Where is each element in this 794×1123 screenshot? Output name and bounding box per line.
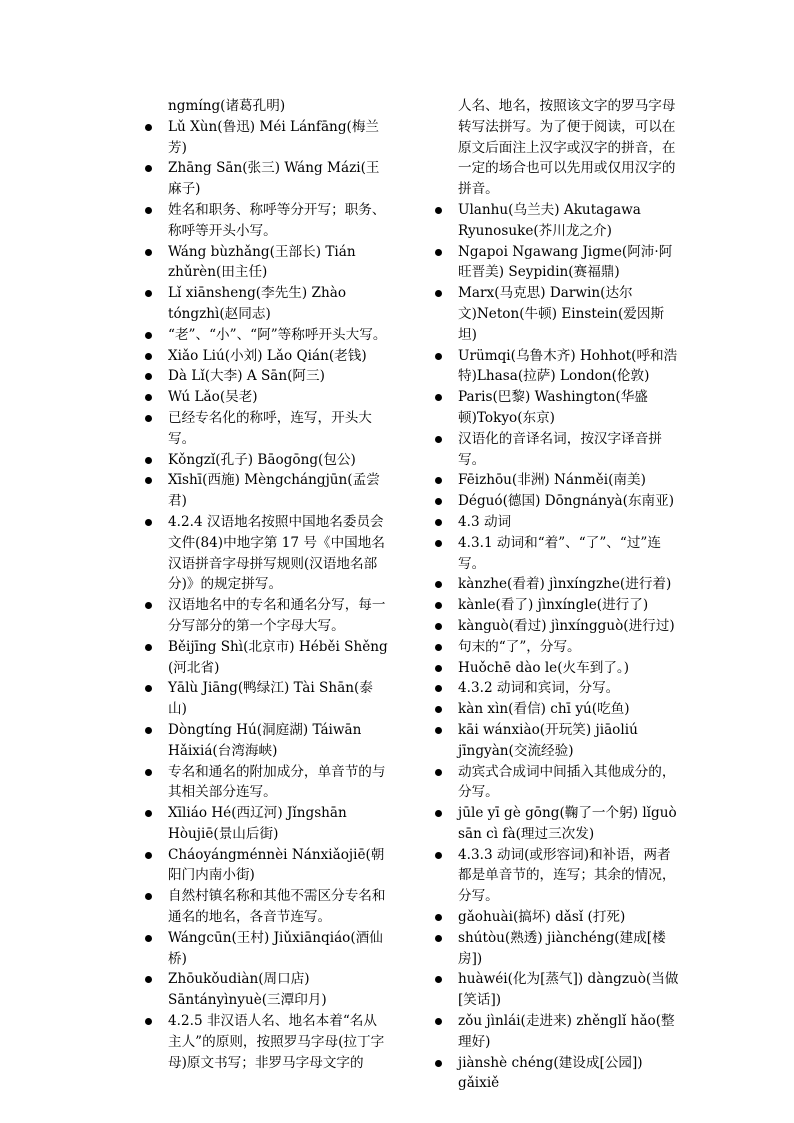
list-item [435,907,680,928]
continued-text [435,96,680,200]
list-item [435,200,680,242]
list-item-text: 4.3 动词 [458,513,512,530]
list-item [145,450,390,471]
list-item [435,658,680,679]
list-item-text: Dà Lǐ(大李) A Sān(阿三) [168,368,325,385]
list-item-text: Kǒngzǐ(孔子) Bāogōng(包公) [168,451,356,468]
bullet-icon [145,207,152,214]
list-item-text: Wú Lǎo(吴老) [168,389,258,406]
list-item [435,699,680,720]
list-item-text: Cháoyángménnèi Nánxiǎojiē(朝阳门内南小街) [168,846,385,884]
list-item [435,491,680,512]
bullet-icon [145,893,152,900]
left-column [145,96,390,1073]
bullet-icon [435,394,442,401]
list-item-text: 4.2.4 汉语地名按照中国地名委员会文件(84)中地字第 17 号《中国地名汉语拼音字母拼写规则(汉语地名部分)》的规定拼写。 [168,513,385,593]
bullet-icon [145,852,152,859]
list-item [145,845,390,887]
bullet-icon [145,373,152,380]
list-item-text: Paris(巴黎) Washington(华盛顿)Tokyo(东京) [458,389,648,426]
bullet-icon [435,623,442,630]
list-item-text: 自然村镇名称和其他不需区分专名和通名的地名，各音节连写。 [168,888,386,926]
list-item [435,595,680,616]
list-item [435,762,680,804]
list-item [145,512,390,595]
list-item [435,928,680,970]
list-item [435,533,680,575]
list-item-text: ngmíng(诸葛孔明) [168,98,286,114]
list-item-text: 4.3.3 动词(或形容词)和补语，两者都是单音节的，连写；其余的情况，分写。 [458,846,676,905]
list-item [145,158,390,200]
list-item-text: kànzhe(看着) jìnxíngzhe(进行着) [458,576,672,593]
bullet-icon [145,353,152,360]
list-item-text: 已经专名化的称呼，连写，开头大写。 [168,409,372,447]
list-item [145,346,390,367]
bullet-icon [145,332,152,339]
list-item [435,470,680,491]
list-item-text: Wáng bùzhǎng(王部长) Tián zhǔrèn(田主任) [168,243,356,281]
list-item [435,803,680,845]
bullet-icon [145,290,152,297]
bullet-icon [435,706,442,713]
list-item [435,1011,680,1053]
list-item-text: Déguó(德国) Dōngnányà(东南亚) [458,493,675,510]
list-item [145,242,390,284]
list-item [145,387,390,408]
list-item-text: kànle(看了) jìnxíngle(进行了) [458,597,649,614]
bullet-icon [145,644,152,651]
list-item [145,720,390,762]
list-item [435,845,680,907]
bullet-icon [435,477,442,484]
list-item [145,366,390,387]
list-item-text: Zhāng Sān(张三) Wáng Mázi(王麻子) [168,160,380,198]
right-column [435,96,680,1094]
list-item [145,969,390,1011]
bullet-icon [145,249,152,256]
bullet-icon [435,914,442,921]
list-item [435,283,680,345]
list-item [435,574,680,595]
bullet-icon [145,810,152,817]
bullet-icon [435,1060,442,1067]
list-item-text: Lǔ Xùn(鲁迅) Méi Lánfāng(梅兰芳) [168,118,380,156]
bullet-icon [435,976,442,983]
list-item [145,283,390,325]
list-item-text: Lǐ xiānsheng(李先生) Zhào tóngzhì(赵同志) [168,285,346,322]
bullet-icon [145,727,152,734]
bullet-icon [145,1018,152,1025]
bullet-icon [435,602,442,609]
bullet-icon [145,124,152,131]
list-item-text: Běijīng Shì(北京市) Héběi Shěng (河北省) [168,638,388,676]
left-list [145,96,390,1073]
list-item [435,346,680,388]
list-item [435,387,680,429]
bullet-icon [435,249,442,256]
list-item-text: Dòngtíng Hú(洞庭湖) Táiwān Hǎixiá(台湾海峡) [168,721,362,759]
bullet-icon [435,852,442,859]
bullet-icon [435,353,442,360]
list-item [145,886,390,928]
list-item [435,720,680,762]
list-item-text: kànguò(看过) jìnxíngguò(进行过) [458,617,675,634]
list-item-text: Wángcūn(王村) Jiǔxiānqiáo(酒仙桥) [168,929,383,967]
bullet-icon [145,976,152,983]
list-item-text: kàn xìn(看信) chī yú(吃鱼) [458,701,630,718]
list-item-text: Ulanhu(乌兰夫) Akutagawa Ryunosuke(芥川龙之介) [458,201,641,239]
list-item-text: jūle yī gè gōng(鞠了一个躬) lǐguò sān cì fà(理过三次发) [458,805,677,842]
bullet-icon [435,644,442,651]
list-item [145,595,390,637]
list-item-text: Xīliáo Hé(西辽河) Jǐngshān Hòujiē(景山后街) [168,805,347,842]
bullet-icon [435,290,442,297]
bullet-icon [435,665,442,672]
bullet-icon [145,519,152,526]
list-item-text: 汉语地名中的专名和通名分写，每一分写部分的第一个字母大写。 [168,597,386,634]
list-item-text: huàwéi(化为[蒸气]) dàngzuò(当做[笑话]) [458,971,679,1009]
bullet-icon [435,207,442,214]
list-item [145,200,390,242]
list-item-text: jiànshè chéng(建设成[公园]) gǎixiě [458,1054,643,1092]
list-item-text: 4.2.5 非汉语人名、地名本着“名从主人”的原则，按照罗马字母(拉丁字母)原文书写；非罗马字母文字的 [168,1013,385,1071]
bullet-icon [435,727,442,734]
bullet-icon [145,477,152,484]
list-item-text: Xīshī(西施) Mèngchángjūn(孟尝君) [168,472,380,510]
list-item-text: Xiǎo Liú(小刘) Lǎo Qián(老钱) [168,347,367,364]
list-item-text: Urümqi(乌鲁木齐) Hohhot(呼和浩特)Lhasa(拉萨) London(伦敦) [458,347,678,385]
list-item-text: 专名和通名的附加成分，单音节的与其相关部分连写。 [168,763,386,801]
bullet-icon [145,394,152,401]
list-item [435,616,680,637]
list-item-text: Yālù Jiāng(鸭绿江) Tài Shān(泰山) [168,680,373,718]
list-item-text: Fēizhōu(非洲) Nánměi(南美) [458,472,646,489]
right-list [435,96,680,1094]
bullet-icon [435,810,442,817]
list-item [145,678,390,720]
bullet-icon [435,769,442,776]
list-item-text: Huǒchē dào le(火车到了。) [458,659,630,676]
bullet-icon [435,581,442,588]
list-item [145,928,390,970]
list-item [145,408,390,450]
list-item [145,762,390,804]
list-item [145,1011,390,1073]
list-item [435,242,680,284]
list-item-text: kāi wánxiào(开玩笑) jiāoliú jīngyàn(交流经验) [458,721,638,759]
list-item-text: 姓名和职务、称呼等分开写；职务、称呼等开头小写。 [168,201,386,239]
list-item [145,470,390,512]
list-item-text: Ngapoi Ngawang Jigme(阿沛·阿旺晋美) Seypidin(赛福鼎) [458,243,673,281]
bullet-icon [145,685,152,692]
list-item-text: 4.3.2 动词和宾词，分写。 [458,680,620,697]
bullet-icon [435,1018,442,1025]
bullet-icon [145,165,152,172]
list-item-text: Marx(马克思) Darwin(达尔文)Neton(牛顿) Einstein(爱因斯坦) [458,285,665,343]
bullet-icon [435,436,442,443]
bullet-icon [435,935,442,942]
list-item [145,803,390,845]
bullet-icon [145,415,152,422]
list-item-text: 汉语化的音译名词，按汉字译音拼写。 [458,430,662,468]
list-item-text: “老”、“小”、“阿”等称呼开头大写。 [168,326,387,343]
list-item-text: zǒu jìnlái(走进来) zhěnglǐ hǎo(整理好) [458,1013,675,1050]
list-item-text: gǎohuài(搞坏) dǎsǐ (打死) [458,909,626,926]
bullet-icon [435,685,442,692]
list-item [145,325,390,346]
bullet-icon [145,602,152,609]
list-item-text: 句末的“了”，分写。 [458,638,581,655]
list-item [435,637,680,658]
list-item [435,1053,680,1095]
bullet-icon [435,498,442,505]
list-item [145,637,390,679]
list-item [435,678,680,699]
bullet-icon [145,935,152,942]
list-item-text: shútòu(熟透) jiànchéng(建成[楼房]) [458,929,666,967]
list-item-text: 人名、地名，按照该文字的罗马字母转写法拼写。为了便于阅读，可以在原文后面注上汉字或汉字的拼音，在一定的场合也可以先用或仅用汉字的拼音。 [458,98,676,198]
bullet-icon [435,519,442,526]
list-item-text: 动宾式合成词中间插入其他成分的，分写。 [458,763,676,801]
bullet-icon [145,769,152,776]
list-item-text: 4.3.1 动词和“着”、“了”、“过”连写。 [458,534,661,572]
list-item [435,429,680,471]
bullet-icon [435,540,442,547]
list-item [435,512,680,533]
continued-text [145,96,390,117]
list-item [145,117,390,159]
list-item [435,969,680,1011]
list-item-text: Zhōukǒudiàn(周口店) Sāntányìnyuè(三潭印月) [168,971,327,1009]
bullet-icon [145,457,152,464]
